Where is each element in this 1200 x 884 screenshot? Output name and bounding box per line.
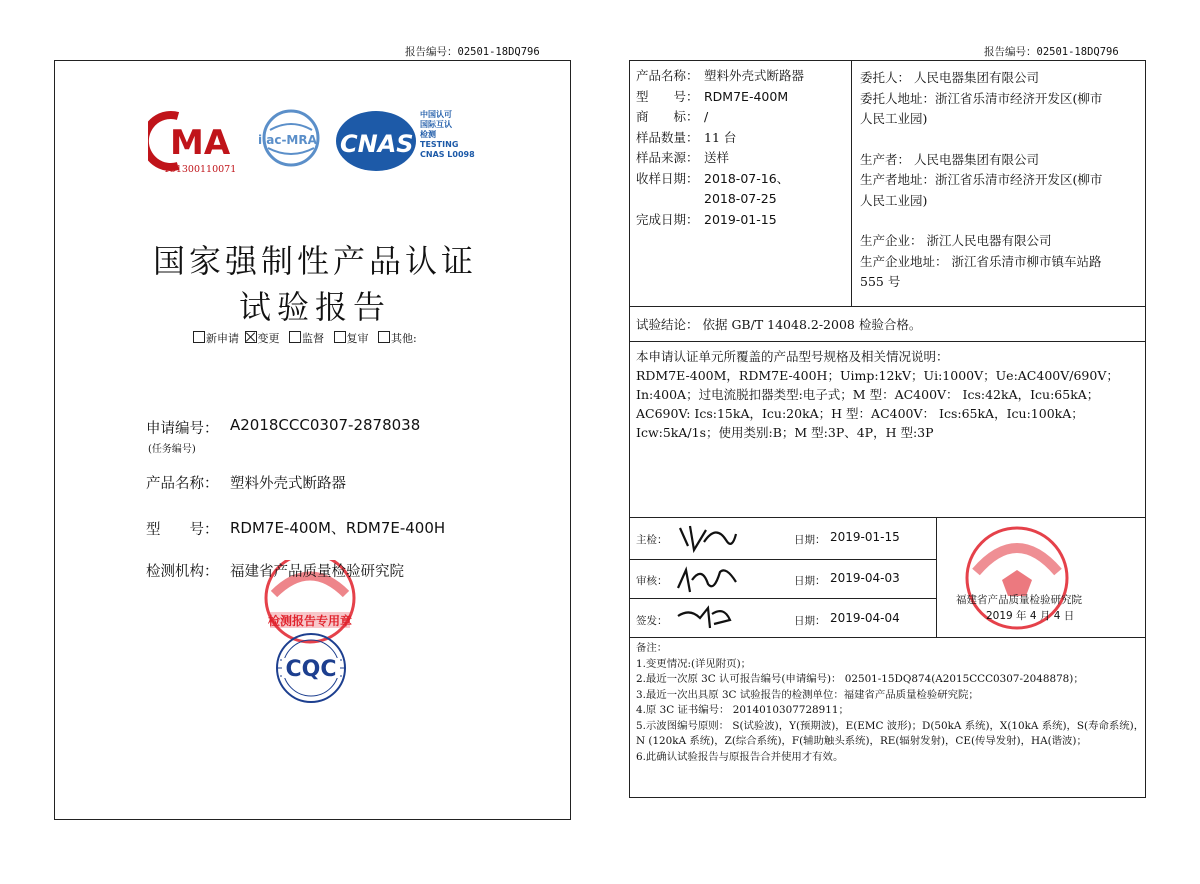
- lab-name: 福建省产品质量检验研究院: [230, 564, 404, 580]
- cnas-logo-icon: [334, 108, 420, 174]
- producer-name: 生产者： 人民电器集团有限公司: [860, 151, 1039, 167]
- row-divider: [630, 341, 1145, 342]
- model-label: 型 号：: [146, 522, 219, 538]
- page-title: 国家强制性产品认证: [152, 242, 477, 280]
- checkbox-new[interactable]: [193, 331, 205, 343]
- row-divider: [630, 637, 1145, 638]
- cqc-logo-icon: [266, 632, 356, 704]
- info-row: [636, 210, 804, 231]
- checkbox-label: 变更: [257, 332, 280, 345]
- issue-date: 2019 年 4 月 4 日: [986, 610, 1075, 622]
- client-address: 委托人地址：浙江省乐清市经济开发区(柳市: [860, 90, 1103, 106]
- info-label: 商 标：: [636, 109, 699, 124]
- info-row: [636, 148, 804, 169]
- row-divider: [630, 559, 936, 560]
- task-note: (任务编号): [148, 444, 196, 455]
- cnas-side-line: 中国认可: [420, 110, 452, 119]
- checkbox-supervise[interactable]: [289, 331, 301, 343]
- model-description: [636, 347, 1119, 442]
- remark-item: N (120kA 系统)，Z(综合系统)，F(辅助触头系统)，RE(辐射发射)，CE(传导发射)，HA(谐波)；: [636, 735, 1087, 747]
- info-value: /: [704, 109, 709, 124]
- row-divider: [630, 306, 1145, 307]
- info-value: RDM7E-400M: [704, 88, 789, 104]
- svg-text:CQC: CQC: [285, 657, 337, 682]
- product-label: 产品名称：: [146, 476, 219, 492]
- remark-item: 6.此确认试验报告与原报告合并使用才有效。: [636, 750, 844, 763]
- application-label: 申请编号：: [146, 421, 219, 437]
- remark-item: 3.最近一次出具原 3C 试验报告的检测单位：福建省产品质量检验研究院；: [636, 688, 979, 701]
- remark-item: 5.示波图编号原则： S(试验波)，Y(预期波)，E(EMC 波形)；D(50kA 系统)，X(10kA 系统)，S(寿命系统)，: [636, 719, 1145, 732]
- info-value: 送样: [704, 150, 730, 165]
- info-value: 塑料外壳式断路器: [704, 68, 805, 83]
- signature-divider: [936, 517, 937, 637]
- info-row: [636, 66, 804, 87]
- cover-page: [54, 60, 571, 820]
- info-value: 2018-07-25: [704, 191, 777, 206]
- description-line: RDM7E-400M，RDM7E-400H；Uimp:12kV；Ui:1000V；Ue:AC400V/690V；: [636, 368, 1119, 383]
- cnas-side-text: [420, 110, 475, 160]
- cnas-side-line: 检测: [420, 130, 436, 139]
- info-label: 样品来源：: [636, 150, 699, 165]
- remark-item: 2.最近一次原 3C 认可报告编号(申请编号)： 02501-15DQ874(A2015CCC0307-2048878)；: [636, 673, 1084, 685]
- test-conclusion: 试验结论： 依据 GB/T 14048.2-2008 检验合格。: [636, 317, 922, 332]
- client-info: [860, 68, 1102, 293]
- svg-text:MA: MA: [170, 123, 231, 163]
- chief-date: 2019-01-15: [830, 530, 900, 544]
- date-label: 日期：: [794, 575, 826, 587]
- description-line: AC690V: Ics:15kA，Icu:20kA；H 型：AC400V： Ics:65kA，Icu:100kA；: [636, 406, 1084, 421]
- signature-issuer-icon: [674, 602, 734, 632]
- remarks-title: 备注：: [636, 642, 668, 654]
- svg-text:检测报告专用章: 检测报告专用章: [267, 614, 353, 628]
- reviewer-label: 审核：: [636, 575, 668, 587]
- remarks: [636, 641, 1144, 765]
- application-type-checkboxes: [193, 330, 417, 346]
- svg-text:ilac-MRA: ilac-MRA: [258, 133, 317, 147]
- description-line: Icw:5kA/1s；使用类别:B；M 型:3P、4P，H 型:3P: [636, 425, 934, 440]
- description-line: In:400A；过电流脱扣器类型:电子式；M 型：AC400V： Ics:42kA，Icu:65kA；: [636, 387, 1100, 402]
- signature-reviewer-icon: [674, 562, 740, 596]
- factory-address-cont: 555 号: [860, 274, 901, 289]
- report-number-right: 报告编号：02501-18DQ796: [984, 46, 1119, 58]
- info-row: [636, 189, 804, 210]
- product-name: 塑料外壳式断路器: [230, 476, 346, 492]
- review-date: 2019-04-03: [830, 571, 900, 585]
- info-label: 样品数量：: [636, 129, 699, 145]
- checkbox-label: 新申请: [206, 332, 239, 345]
- info-divider: [851, 61, 852, 306]
- info-label: 收样日期：: [636, 170, 699, 186]
- checkbox-review[interactable]: [334, 331, 346, 343]
- info-label: 型 号：: [636, 88, 699, 104]
- date-label: 日期：: [794, 615, 826, 627]
- issuer-label: 签发：: [636, 615, 668, 627]
- page-subtitle: 试验报告: [238, 288, 391, 326]
- svg-text:CNAS: CNAS: [340, 130, 414, 158]
- factory-name: 生产企业： 浙江人民电器有限公司: [860, 233, 1052, 248]
- row-divider: [630, 598, 936, 599]
- info-value: 11 台: [704, 129, 737, 145]
- info-value: 2018-07-16、: [704, 170, 790, 186]
- cma-number: 151300110071: [163, 164, 237, 175]
- factory-address: 生产企业地址： 浙江省乐清市柳市镇车站路: [860, 253, 1102, 269]
- producer-address-cont: 人民工业园): [860, 192, 928, 208]
- info-label: 产品名称：: [636, 68, 699, 83]
- checkbox-change[interactable]: [245, 331, 257, 343]
- product-info: [636, 66, 804, 230]
- description-title: 本申请认证单元所覆盖的产品型号规格及相关情况说明：: [636, 349, 949, 364]
- ilac-mra-logo-icon: [254, 108, 328, 174]
- info-value: 2019-01-15: [704, 211, 777, 227]
- producer-address: 生产者地址：浙江省乐清市经济开发区(柳市: [860, 172, 1103, 187]
- cnas-side-line: TESTING: [420, 140, 459, 149]
- date-label: 日期：: [794, 534, 826, 546]
- model-value: RDM7E-400M、RDM7E-400H: [230, 519, 446, 537]
- cnas-side-line: 国际互认: [420, 120, 452, 129]
- info-row: [636, 87, 804, 108]
- client-address-cont: 人民工业园): [860, 111, 928, 126]
- signature-chief-icon: [676, 520, 740, 556]
- checkbox-label: 监督: [302, 332, 324, 345]
- info-row: [636, 169, 804, 190]
- info-label: 完成日期：: [636, 211, 699, 227]
- checkbox-label: 其他:: [391, 332, 417, 345]
- remark-item: 1.变更情况:(详见附页)；: [636, 657, 752, 670]
- info-row: [636, 128, 804, 149]
- chief-tester-label: 主检：: [636, 534, 668, 546]
- report-number: 报告编号：02501-18DQ796: [405, 46, 540, 58]
- checkbox-label: 复审: [346, 332, 369, 345]
- checkbox-other[interactable]: [378, 331, 390, 343]
- cnas-side-line: CNAS L0098: [420, 150, 475, 159]
- issue-sign-date: 2019-04-04: [830, 611, 900, 625]
- lab-label: 检测机构：: [146, 564, 219, 580]
- client-name: 委托人： 人民电器集团有限公司: [860, 70, 1039, 85]
- info-row: [636, 107, 804, 128]
- application-number: A2018CCC0307-2878038: [230, 416, 421, 434]
- issuing-institute: 福建省产品质量检验研究院: [956, 594, 1082, 606]
- remark-item: 4.原 3C 证书编号： 2014010307728911；: [636, 704, 849, 716]
